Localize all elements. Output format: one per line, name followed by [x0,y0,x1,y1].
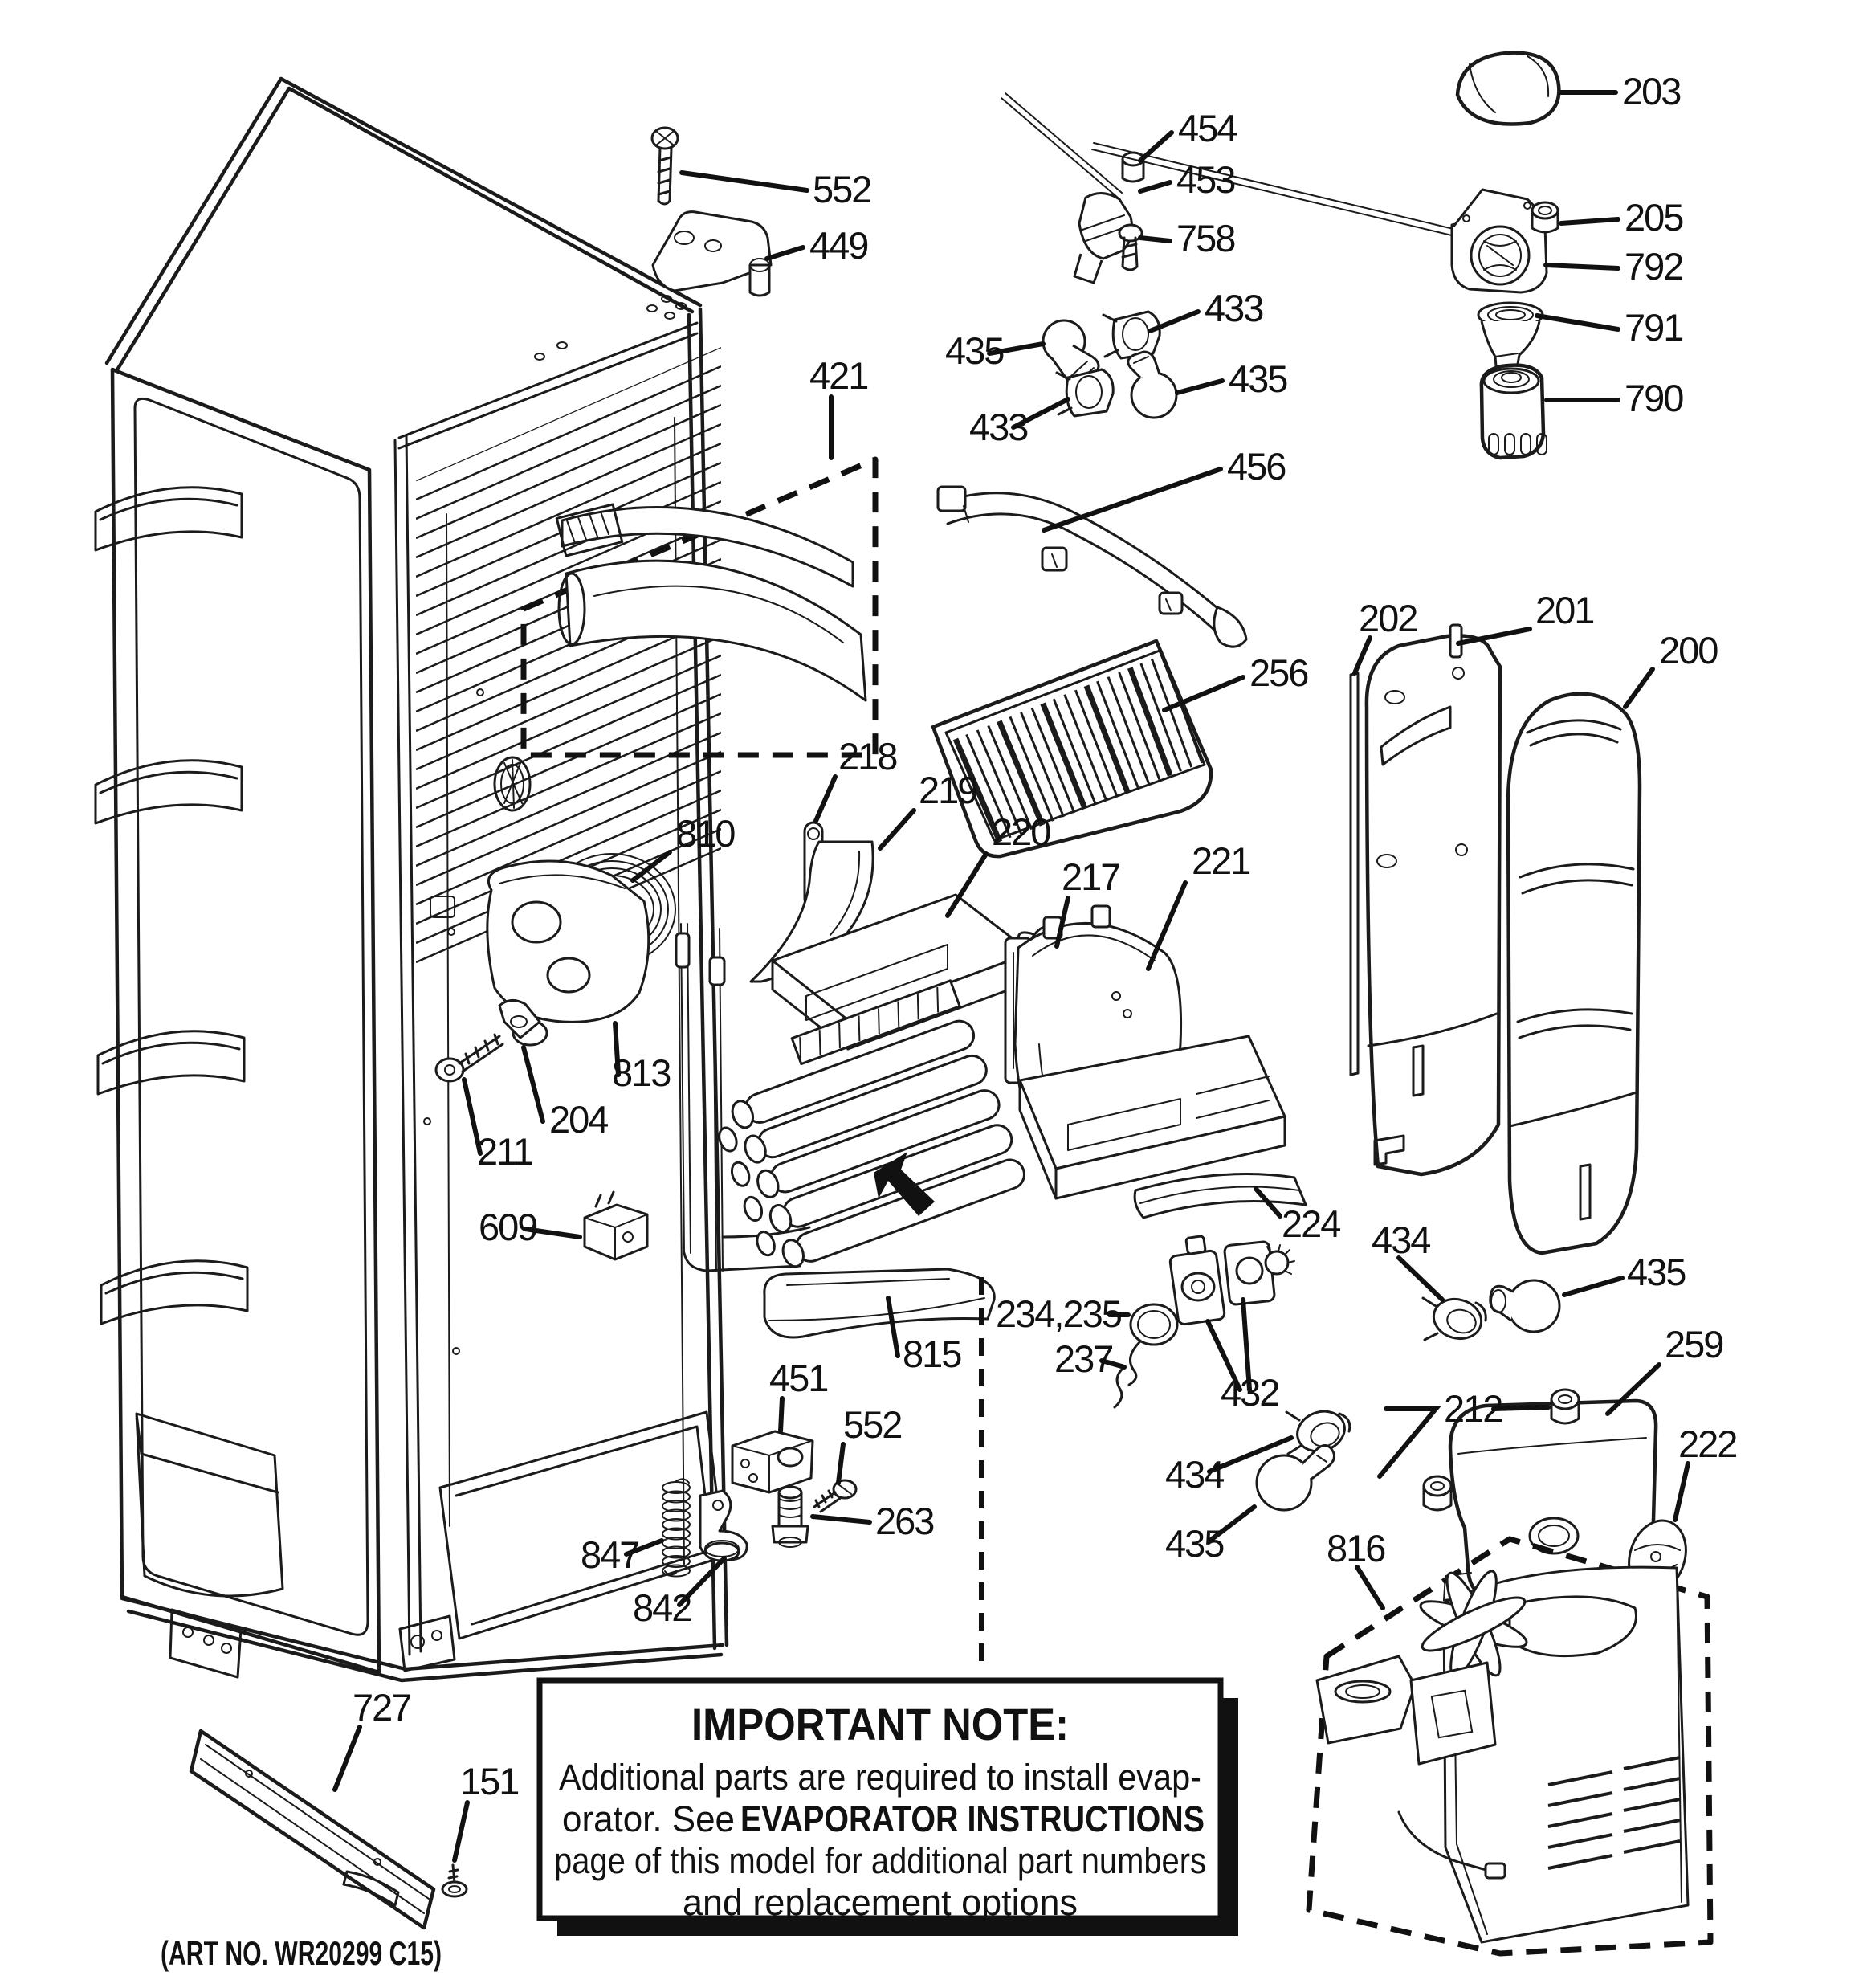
leader-792 [1546,265,1618,268]
part-label-203: 203 [1622,70,1681,112]
part-label-453: 453 [1176,158,1235,201]
icemaker-drawing [1317,1567,1688,1942]
important-note-box [540,1680,1238,1936]
part-label-222: 222 [1678,1423,1737,1465]
leader-454 [1140,133,1172,161]
leader-552 [838,1444,843,1483]
leader-205 [1561,219,1618,223]
leader-727 [335,1727,360,1790]
leader-212 [1380,1409,1436,1476]
part-label-449: 449 [809,224,868,267]
liner-detail [430,896,455,917]
part-label-758: 758 [1176,217,1235,259]
center-mullion [395,435,421,1655]
part-label-815: 815 [903,1333,961,1375]
cabinet-top-left-edge [107,79,289,371]
switch-609-drawing [585,1192,647,1259]
opening-top-edge [399,323,697,448]
note-line2-normal: orator. See [562,1798,735,1839]
bracket-451-drawing [732,1431,813,1492]
leader-449 [767,247,803,259]
stud-263-drawing [773,1487,808,1547]
grille-256-drawing [933,641,1211,856]
light-shield-421-group [524,459,875,755]
part-label-552: 552 [843,1403,902,1446]
socket-434-upper-drawing [1423,1294,1486,1345]
part-label-609: 609 [479,1206,537,1248]
part-label-234-235: 234,235 [996,1292,1121,1335]
cabinet-top-right-edge [281,79,700,312]
rail-224-drawing [1135,1174,1306,1218]
door-outline [112,369,379,1672]
leader-204 [524,1047,543,1121]
part-label-813: 813 [612,1051,671,1094]
part-label-256: 256 [1249,651,1308,694]
leader-435 [1177,381,1222,393]
note-title: IMPORTANT NOTE: [691,1699,1069,1749]
part-label-218: 218 [838,735,897,778]
filter-head-792-drawing [1092,143,1547,292]
leader-816 [1357,1567,1383,1608]
leader-263 [813,1517,870,1522]
damper-810-813-drawing [487,854,675,1022]
socket-433b-drawing [1057,369,1113,416]
note-line4: and replacement options [683,1882,1078,1923]
bulb-435-lower-drawing [1257,1445,1335,1510]
leader-434 [1399,1258,1442,1300]
filter-790-drawing [1482,365,1547,458]
part-label-454: 454 [1178,107,1237,149]
hinge-bracket-449-drawing [653,212,771,296]
socket-433a-drawing [1103,312,1160,358]
seal-strip-202-drawing [1351,673,1358,1075]
part-label-816: 816 [1327,1527,1385,1570]
cover-200-drawing [1508,694,1640,1253]
top-face-holes [535,296,686,360]
part-label-790: 790 [1625,377,1683,419]
leader-453 [1140,182,1170,191]
leader-200 [1625,669,1653,707]
part-label-205: 205 [1625,196,1683,239]
part-label-847: 847 [581,1533,639,1576]
part-label-217: 217 [1062,855,1120,898]
bulb-435-upper-drawing [1490,1280,1559,1332]
leader-456 [1044,469,1221,530]
part-label-201: 201 [1535,589,1594,631]
part-label-421: 421 [809,354,868,397]
part-label-211: 211 [477,1130,532,1173]
tube-453-drawing [1001,93,1132,283]
part-label-221: 221 [1192,839,1250,882]
part-label-219: 219 [919,769,977,811]
lever-842-drawing [700,1491,747,1561]
note-line1: Additional parts are required to install evap- [559,1757,1201,1798]
evaporator-coil-tubes [695,979,1029,1277]
part-label-792: 792 [1625,245,1683,288]
leader-758 [1140,238,1170,241]
nut-205-drawing [1532,202,1558,232]
vent-grille-oval [495,757,530,810]
part-label-224: 224 [1282,1202,1340,1245]
sensor-234-235-drawing [1129,1304,1177,1385]
panel-201-drawing [1367,625,1500,1174]
screw-552-top-drawing [652,128,678,204]
screw-758-drawing [1119,225,1142,270]
kickplate-727-drawing [191,1731,434,1928]
part-label-204: 204 [549,1098,608,1141]
part-label-259: 259 [1665,1323,1723,1365]
lamp-rail-456-drawing [938,487,1246,647]
part-label-552: 552 [813,168,871,210]
leader-218 [816,777,835,821]
switches-432-drawing [1169,1236,1294,1325]
part-label-435: 435 [945,329,1004,372]
part-label-220: 220 [992,810,1050,853]
part-label-791: 791 [1625,306,1683,349]
part-label-202: 202 [1359,597,1417,639]
art-number: (ART NO. WR20299 C15) [161,1934,442,1972]
part-label-200: 200 [1659,629,1718,672]
part-label-151: 151 [460,1760,519,1802]
leader-222 [1675,1463,1688,1520]
leader-219 [880,810,914,848]
liner-dots [424,689,483,1354]
screw-151-drawing [442,1865,467,1896]
part-label-451: 451 [769,1357,828,1399]
bottom-hinge-bracket [170,1610,241,1677]
icemaker-816-group [1309,1539,1710,1953]
part-label-456: 456 [1227,445,1286,488]
part-label-842: 842 [633,1586,691,1629]
part-label-435: 435 [1229,357,1287,400]
part-label-432: 432 [1221,1371,1279,1414]
part-label-237: 237 [1054,1337,1113,1380]
leader-791 [1537,316,1618,329]
part-label-433: 433 [969,406,1028,448]
part-label-212: 212 [1444,1387,1502,1430]
part-label-435: 435 [1627,1251,1686,1293]
part-label-433: 433 [1205,287,1263,329]
leader-202 [1355,638,1370,673]
door-bottom-bin [137,1414,283,1596]
note-line2-bold: EVAPORATOR INSTRUCTIONS [740,1798,1205,1839]
light-shield-drawing [556,504,866,700]
part-label-727: 727 [353,1686,411,1729]
part-label-434: 434 [1372,1219,1430,1261]
leader-552 [682,173,807,190]
screw-211-drawing [436,1035,503,1081]
part-label-435: 435 [1165,1522,1224,1565]
note-line3: page of this model for additional part numbers [554,1840,1206,1881]
part-label-434: 434 [1165,1453,1224,1496]
part-label-810: 810 [676,812,735,855]
evaporator-815-drawing [695,979,1029,1337]
leader-451 [781,1398,782,1431]
bulb-435b-drawing [1128,352,1176,418]
cap-203-drawing [1457,53,1559,125]
part-label-263: 263 [875,1500,934,1542]
leader-151 [455,1802,467,1860]
screw-552-lower-drawing [814,1480,856,1512]
leader-435 [1564,1278,1622,1295]
wire-237-drawing [1115,1367,1124,1407]
